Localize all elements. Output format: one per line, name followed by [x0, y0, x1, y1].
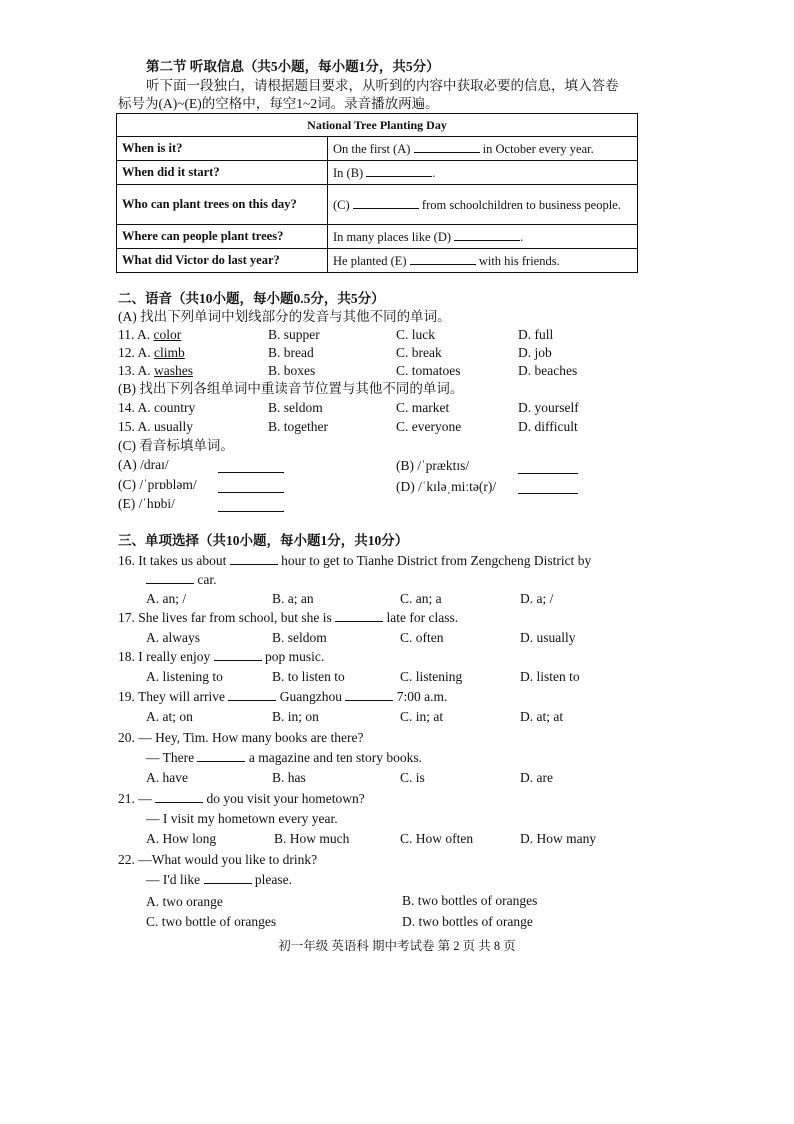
q13-option-d: D. beaches — [518, 363, 578, 378]
q22-stem-2: — I'd like please. — [146, 872, 293, 887]
phonetic-d-blank[interactable] — [518, 493, 578, 494]
part3-title: 三、单项选择（共10小题，每小题1分，共10分） — [118, 533, 409, 548]
q19-option-a: A. at; on — [146, 709, 193, 724]
q21-stem: 21. — do you visit your hometown? — [118, 791, 365, 806]
blank-e[interactable] — [410, 252, 476, 265]
part2-a-instruction: (A) 找出下列单词中划线部分的发音与其他不同的单词。 — [118, 309, 451, 324]
q21-blank[interactable] — [155, 790, 203, 803]
q14-option-a: 14. A. country — [118, 400, 196, 415]
q21-option-c: C. How often — [400, 831, 474, 846]
blank-a[interactable] — [414, 140, 480, 153]
q22-option-a: A. two orange — [146, 894, 223, 909]
q17-option-d: D. usually — [520, 630, 576, 645]
table-title: National Tree Planting Day — [117, 114, 638, 137]
phonetic-b: (B) /ˈpræktɪs/ — [396, 458, 470, 473]
q12-option-c: C. break — [396, 345, 442, 360]
q13-option-c: C. tomatoes — [396, 363, 461, 378]
q11-option-d: D. full — [518, 327, 554, 342]
part2-title: 二、语音（共10小题，每小题0.5分，共5分） — [118, 291, 385, 306]
table-question: When is it? — [117, 137, 328, 161]
phonetic-a: (A) /draɪ/ — [118, 457, 169, 472]
q21-option-b: B. How much — [274, 831, 350, 846]
q20-stem-2: — There a magazine and ten story books. — [146, 750, 423, 765]
blank-b[interactable] — [366, 164, 432, 177]
phonetic-c: (C) /ˈprɒbləm/ — [118, 477, 197, 492]
q20-option-c: C. is — [400, 770, 425, 785]
q16-option-d: D. a; / — [520, 591, 554, 606]
table-answer: In many places like (D) . — [328, 225, 638, 249]
q19-option-b: B. in; on — [272, 709, 319, 724]
q11-option-c: C. luck — [396, 327, 435, 342]
part2-c-instruction: (C) 看音标填单词。 — [118, 438, 234, 453]
q13-option-b: B. boxes — [268, 363, 316, 378]
table-answer: (C) from schoolchildren to business people. — [328, 185, 638, 225]
q19-option-d: D. at; at — [520, 709, 564, 724]
page-footer: 初一年级 英语科 期中考试卷 第 2 页 共 8 页 — [278, 939, 516, 953]
q22-option-c: C. two bottle of oranges — [146, 914, 277, 929]
q14-option-c: C. market — [396, 400, 450, 415]
q16-option-b: B. a; an — [272, 591, 314, 606]
table-answer: He planted (E) with his friends. — [328, 249, 638, 273]
table-answer: In (B) . — [328, 161, 638, 185]
q17-option-a: A. always — [146, 630, 200, 645]
q14-option-d: D. yourself — [518, 400, 579, 415]
q15-option-b: B. together — [268, 419, 328, 434]
tree-planting-table — [116, 113, 638, 273]
q18-option-c: C. listening — [400, 669, 463, 684]
q18-option-a: A. listening to — [146, 669, 223, 684]
q12-option-a: 12. A. climb — [118, 345, 185, 360]
phonetic-e: (E) /ˈhɒbi/ — [118, 496, 175, 511]
q18-blank[interactable] — [214, 648, 262, 661]
q19-blank-2[interactable] — [345, 688, 393, 701]
q16-blank-1[interactable] — [230, 552, 278, 565]
q20-option-d: D. are — [520, 770, 553, 785]
q16-option-c: C. an; a — [400, 591, 442, 606]
q18-stem: 18. I really enjoy pop music. — [118, 649, 325, 664]
q22-option-b: B. two bottles of oranges — [402, 893, 538, 908]
phonetic-a-blank[interactable] — [218, 472, 284, 473]
table-question: Where can people plant trees? — [117, 225, 328, 249]
q21-option-a: A. How long — [146, 831, 217, 846]
table-question: When did it start? — [117, 161, 328, 185]
q16-option-a: A. an; / — [146, 591, 187, 606]
q22-option-d: D. two bottles of orange — [402, 914, 533, 929]
q17-option-b: B. seldom — [272, 630, 327, 645]
q13-option-a: 13. A. washes — [118, 363, 194, 378]
q15-option-a: 15. A. usually — [118, 419, 194, 434]
section-title: 第二节 听取信息（共5小题，每小题1分，共5分） — [146, 59, 440, 74]
q20-option-a: A. have — [146, 770, 188, 785]
q16-stem-2: car. — [146, 571, 217, 589]
table-answer: On the first (A) in October every year. — [328, 137, 638, 161]
q17-blank[interactable] — [335, 609, 383, 622]
q15-option-d: D. difficult — [518, 419, 578, 434]
q16-stem: 16. It takes us about hour to get to Tianhe District from Zengcheng District by — [118, 553, 592, 568]
q12-option-d: D. job — [518, 345, 552, 360]
blank-c[interactable] — [353, 196, 419, 209]
q20-blank[interactable] — [197, 749, 245, 762]
q22-stem: 22. —What would you like to drink? — [118, 852, 318, 867]
q11-option-a: 11. A. color — [118, 327, 182, 342]
q18-option-d: D. listen to — [520, 669, 580, 684]
phonetic-d: (D) /ˈkɪləˌmiːtə(r)/ — [396, 479, 497, 494]
q11-option-b: B. supper — [268, 327, 320, 342]
section-instruction-2: 标号为(A)~(E)的空格中，每空1~2词。录音播放两遍。 — [118, 96, 439, 111]
table-question: What did Victor do last year? — [117, 249, 328, 273]
q19-stem: 19. They will arrive Guangzhou 7:00 a.m. — [118, 689, 448, 704]
table-question: Who can plant trees on this day? — [117, 185, 328, 225]
q19-option-c: C. in; at — [400, 709, 444, 724]
q22-blank[interactable] — [204, 871, 252, 884]
phonetic-e-blank[interactable] — [218, 511, 284, 512]
q15-option-c: C. everyone — [396, 419, 462, 434]
phonetic-b-blank[interactable] — [518, 473, 578, 474]
q14-option-b: B. seldom — [268, 400, 323, 415]
blank-d[interactable] — [454, 228, 520, 241]
q20-option-b: B. has — [272, 770, 306, 785]
q21-option-d: D. How many — [520, 831, 597, 846]
phonetic-c-blank[interactable] — [218, 492, 284, 493]
q21-stem-2: — I visit my hometown every year. — [146, 811, 338, 826]
section-instruction-1: 听下面一段独白，请根据题目要求，从听到的内容中获取必要的信息，填入答卷 — [146, 78, 619, 93]
q18-option-b: B. to listen to — [272, 669, 345, 684]
part2-b-instruction: (B) 找出下列各组单词中重读音节位置与其他不同的单词。 — [118, 381, 464, 396]
q20-stem: 20. — Hey, Tim. How many books are there? — [118, 730, 364, 745]
q16-blank-2[interactable] — [146, 571, 194, 584]
q17-stem: 17. She lives far from school, but she is late for class. — [118, 610, 459, 625]
q17-option-c: C. often — [400, 630, 444, 645]
q19-blank-1[interactable] — [228, 688, 276, 701]
q12-option-b: B. bread — [268, 345, 314, 360]
